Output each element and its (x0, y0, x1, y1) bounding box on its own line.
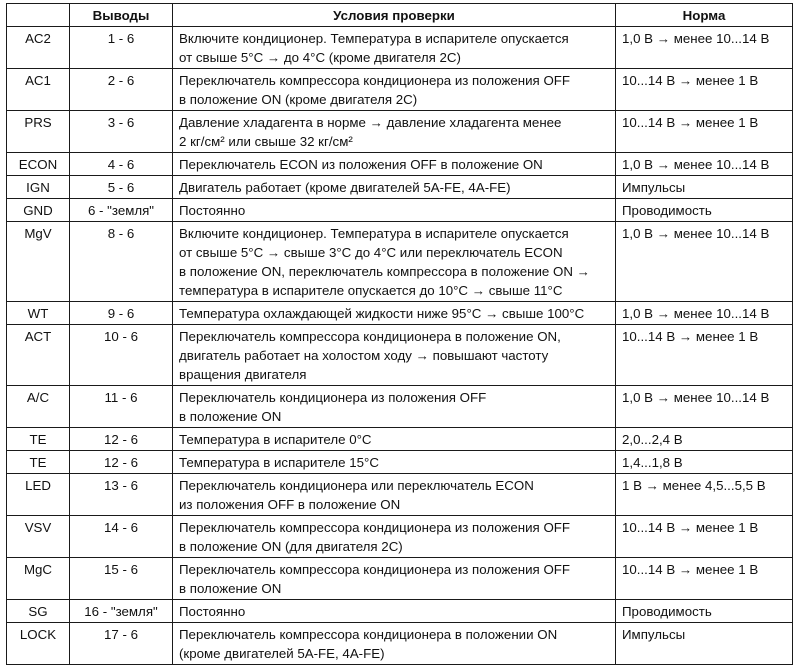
header-outputs: Выводы (70, 4, 173, 27)
table-row (7, 176, 793, 199)
table-row (7, 27, 793, 69)
table-row (7, 558, 793, 600)
outputs-cell: 10 - 6 (70, 325, 173, 386)
pin-cell: VSV (7, 516, 70, 558)
table-row (7, 199, 793, 222)
outputs-cell: 13 - 6 (70, 474, 173, 516)
norm-cell: 1 В → менее 4,5...5,5 В (616, 474, 793, 516)
table-row (7, 600, 793, 623)
norm-cell: Импульсы (616, 623, 793, 665)
header-norm: Норма (616, 4, 793, 27)
table-row (7, 386, 793, 428)
pin-cell: AC1 (7, 69, 70, 111)
norm-cell: Проводимость (616, 199, 793, 222)
conditions-cell: Постоянно (173, 199, 616, 222)
table-row (7, 451, 793, 474)
outputs-cell: 14 - 6 (70, 516, 173, 558)
outputs-cell: 1 - 6 (70, 27, 173, 69)
outputs-cell: 4 - 6 (70, 153, 173, 176)
norm-cell: Проводимость (616, 600, 793, 623)
norm-cell: Импульсы (616, 176, 793, 199)
norm-cell: 10...14 В → менее 1 В (616, 69, 793, 111)
outputs-cell: 2 - 6 (70, 69, 173, 111)
outputs-cell: 11 - 6 (70, 386, 173, 428)
table-row (7, 623, 793, 665)
pin-cell: AC2 (7, 27, 70, 69)
norm-cell: 1,0 В → менее 10...14 В (616, 386, 793, 428)
norm-cell: 2,0...2,4 В (616, 428, 793, 451)
table-row (7, 222, 793, 302)
pin-cell: SG (7, 600, 70, 623)
check-table (6, 3, 793, 665)
pin-cell: LED (7, 474, 70, 516)
pin-cell: WT (7, 302, 70, 325)
outputs-cell: 12 - 6 (70, 428, 173, 451)
table-row (7, 153, 793, 176)
pin-cell: TE (7, 451, 70, 474)
outputs-cell: 5 - 6 (70, 176, 173, 199)
table-row (7, 428, 793, 451)
pin-cell: MgC (7, 558, 70, 600)
conditions-cell: Давление хладагента в норме → давление хладагента менее 2 кг/см² или свыше 32 кг/см² (173, 111, 616, 153)
header-conditions: Условия проверки (173, 4, 616, 27)
pin-cell: PRS (7, 111, 70, 153)
pin-cell: MgV (7, 222, 70, 302)
pin-cell: IGN (7, 176, 70, 199)
outputs-cell: 16 - "земля" (70, 600, 173, 623)
table-row (7, 69, 793, 111)
conditions-cell: Переключатель компрессора кондиционера из положения OFF в положение ON (для двигателя 2С) (173, 516, 616, 558)
norm-cell: 10...14 В → менее 1 В (616, 516, 793, 558)
outputs-cell: 6 - "земля" (70, 199, 173, 222)
table-row (7, 474, 793, 516)
conditions-cell: Температура в испарителе 15°С (173, 451, 616, 474)
outputs-cell: 12 - 6 (70, 451, 173, 474)
conditions-cell: Переключатель компрессора кондиционера в положении ON (кроме двигателей 5A-FE, 4A-FE) (173, 623, 616, 665)
header-pin (7, 4, 70, 27)
table-row (7, 325, 793, 386)
norm-cell: 1,0 В → менее 10...14 В (616, 302, 793, 325)
pin-cell: ECON (7, 153, 70, 176)
conditions-cell: Переключатель кондиционера или переключатель ECON из положения OFF в положение ON (173, 474, 616, 516)
conditions-cell: Переключатель ECON из положения OFF в положение ON (173, 153, 616, 176)
pin-cell: LOCK (7, 623, 70, 665)
pin-cell: GND (7, 199, 70, 222)
conditions-cell: Переключатель компрессора кондиционера из положения OFF в положение ON (кроме двигателя 2С) (173, 69, 616, 111)
norm-cell: 1,0 В → менее 10...14 В (616, 27, 793, 69)
conditions-cell: Переключатель компрессора кондиционера из положения OFF в положение ON (173, 558, 616, 600)
pin-cell: A/C (7, 386, 70, 428)
norm-cell: 1,4...1,8 В (616, 451, 793, 474)
norm-cell: 10...14 В → менее 1 В (616, 325, 793, 386)
norm-cell: 1,0 В → менее 10...14 В (616, 153, 793, 176)
conditions-cell: Постоянно (173, 600, 616, 623)
conditions-cell: Включите кондиционер. Температура в испарителе опускается от свыше 5°С → свыше 3°С до 4°С или переключатель ECON в положение ON, переключатель компрессора в положение ON → температура в испарителе опускается до 10°С → свыше 11°С (173, 222, 616, 302)
outputs-cell: 3 - 6 (70, 111, 173, 153)
norm-cell: 1,0 В → менее 10...14 В (616, 222, 793, 302)
outputs-cell: 15 - 6 (70, 558, 173, 600)
norm-cell: 10...14 В → менее 1 В (616, 558, 793, 600)
outputs-cell: 8 - 6 (70, 222, 173, 302)
conditions-cell: Двигатель работает (кроме двигателей 5A-FE, 4A-FE) (173, 176, 616, 199)
conditions-cell: Температура охлаждающей жидкости ниже 95°С → свыше 100°С (173, 302, 616, 325)
conditions-cell: Переключатель кондиционера из положения OFF в положение ON (173, 386, 616, 428)
conditions-cell: Переключатель компрессора кондиционера в положение ON, двигатель работает на холостом ходу → повышают частоту вращения двигателя (173, 325, 616, 386)
table-row (7, 302, 793, 325)
conditions-cell: Включите кондиционер. Температура в испарителе опускается от свыше 5°С → до 4°С (кроме двигателя 2С) (173, 27, 616, 69)
table-row (7, 111, 793, 153)
norm-cell: 10...14 В → менее 1 В (616, 111, 793, 153)
table-row (7, 516, 793, 558)
pin-cell: ACT (7, 325, 70, 386)
outputs-cell: 9 - 6 (70, 302, 173, 325)
outputs-cell: 17 - 6 (70, 623, 173, 665)
pin-cell: TE (7, 428, 70, 451)
header-row (7, 4, 793, 27)
conditions-cell: Температура в испарителе 0°С (173, 428, 616, 451)
